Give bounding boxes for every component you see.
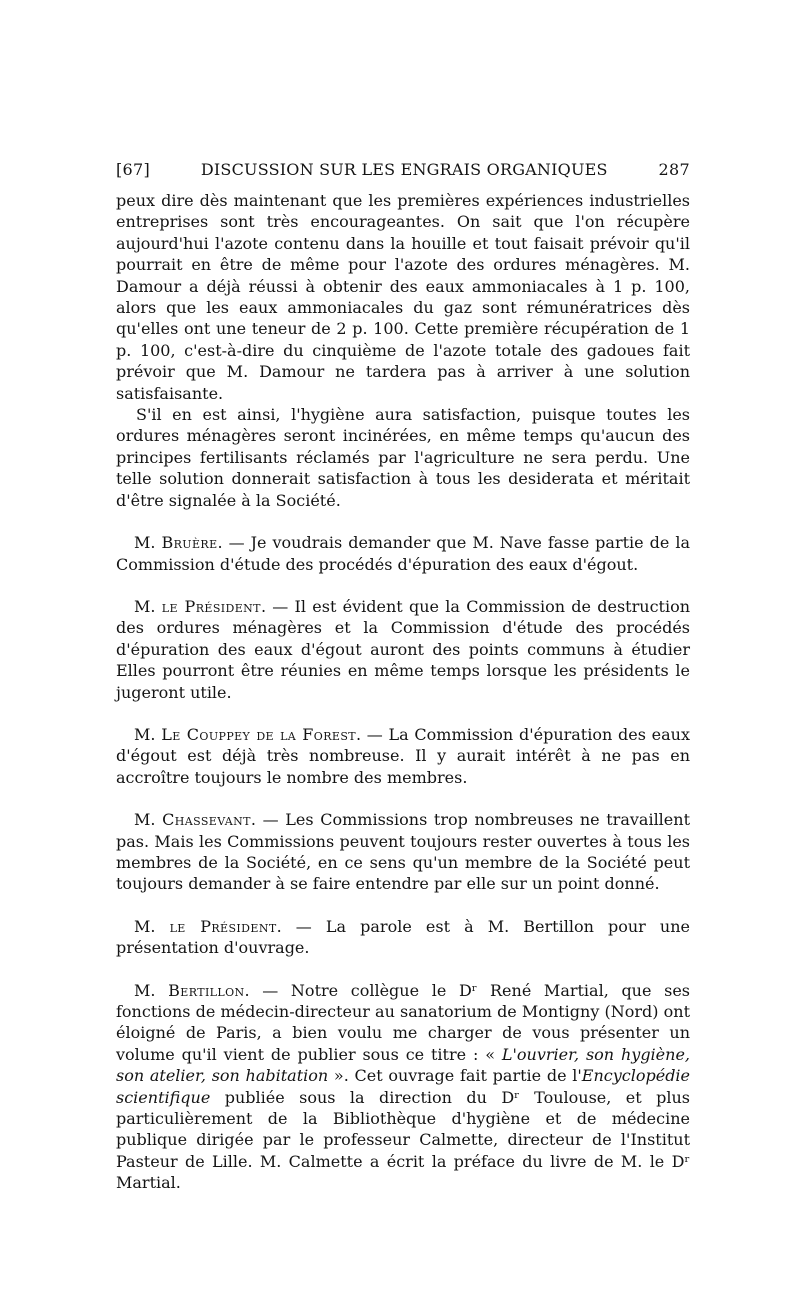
speech-text: . — Notre collègue le Dʳ René Martial, que ses fonctions de médecin-directeur au sanatorium de Montigny (Nord) ont éloigné de Paris, a bien voulu me charger de vous présenter un volume qu'il vient de publier sous ce titre : «: [116, 980, 690, 1064]
speech-text: . — La Commission d'épuration des eaux d'égout est déjà très nombreuse. Il y aurait intérêt à ne pas en accroître toujours le nombre des membres.: [116, 724, 690, 787]
section-number: [67]: [116, 160, 151, 179]
speaker-prefix: M.: [134, 596, 162, 616]
book-title: L'ouvrier, son hygiène, son atelier, son habitation: [116, 1044, 691, 1086]
speech-president-2: [116, 916, 690, 959]
series-title: Encyclopédie scientifique: [116, 1066, 691, 1107]
running-title: DISCUSSION SUR LES ENGRAIS ORGANIQUES: [200, 160, 608, 179]
speaker-name: Chassevant: [162, 810, 251, 830]
speaker-name: le Président: [161, 596, 261, 616]
paragraph: S'il en est ainsi, l'hygiène aura satisfaction, puisque toutes les ordures ménagères seront incinérées, en même temps qu'aucun des principes fertilisants réclamés par l'agriculture ne sera perdu. Une telle solution donnerait satisfaction à tous les desiderata et méritait d'être signalée à la Société.: [116, 405, 690, 510]
speaker-name: Le Couppey de la Forest: [161, 724, 356, 744]
speech-text: ». Cet ouvrage fait partie de l': [328, 1066, 582, 1086]
book-page: [116, 158, 690, 1194]
speech-le-couppey: [116, 724, 690, 788]
speaker-prefix: M.: [134, 916, 170, 936]
page-number: 287: [658, 160, 690, 179]
speech-text: . — La parole est à M. Bertillon pour une présentation d'ouvrage.: [116, 916, 690, 958]
speech-president-1: [116, 596, 690, 703]
speaker-prefix: M.: [134, 533, 162, 553]
speech-text: . — Je voudrais demander que M. Nave fasse partie de la Commission d'étude des procédés d'épuration des eaux d'égout.: [116, 533, 690, 574]
speaker-prefix: M.: [134, 810, 163, 830]
speaker-prefix: M.: [134, 980, 169, 1000]
body-text: [116, 190, 690, 1194]
paragraph-continuation: peux dire dès maintenant que les premières expériences industrielles entreprises sont très encourageantes. On sait que l'on récupère aujourd'hui l'azote contenu dans la houille et tout faisait prévoir qu'il pourrait en être de même pour l'azote des ordures ménagères. M. Damour a déjà réussi à obtenir des eaux ammoniacales à 1 p. 100, alors que les eaux ammoniacales du gaz sont rémunératrices dès qu'elles ont une teneur de 2 p. 100. Cette première récupération de 1 p. 100, c'est-à-dire du cinquième de l'azote totale des gadoues fait prévoir que M. Damour ne tardera pas à arriver à une solution satisfaisante.: [116, 191, 690, 403]
speech-bruere: [116, 532, 690, 575]
speech-bertillon: [116, 980, 690, 1194]
speech-text: . — Les Commissions trop nombreuses ne travaillent pas. Mais les Commissions peuvent toujours rester ouvertes à tous les membres de la Société, en ce sens qu'un membre de la Société peut toujours demander à se faire entendre par elle sur un point donné.: [116, 810, 691, 894]
speaker-name: Bruère: [161, 533, 218, 553]
speech-text: publiée sous la direction du Dʳ Toulouse, et plus particulièrement de la Bibliothèque d'hygiène et de médecine publique dirigée par le professeur Calmette, directeur de l'Institut Pasteur de Lille. M. Calmette a écrit la préface du livre de M. le Dʳ Martial.: [116, 1087, 690, 1193]
running-head: [116, 158, 690, 182]
speech-text: . — Il est évident que la Commission de destruction des ordures ménagères et la Commission d'étude des procédés d'épuration des eaux d'égout auront des points communs à étudier Elles pourront être réunies en même temps lorsque les présidents le jugeront utile.: [116, 596, 691, 702]
speaker-name: Bertillon: [168, 980, 245, 1000]
speaker-name: le Président: [169, 916, 277, 936]
speech-chassevant: [116, 809, 690, 895]
speaker-prefix: M.: [134, 724, 162, 744]
